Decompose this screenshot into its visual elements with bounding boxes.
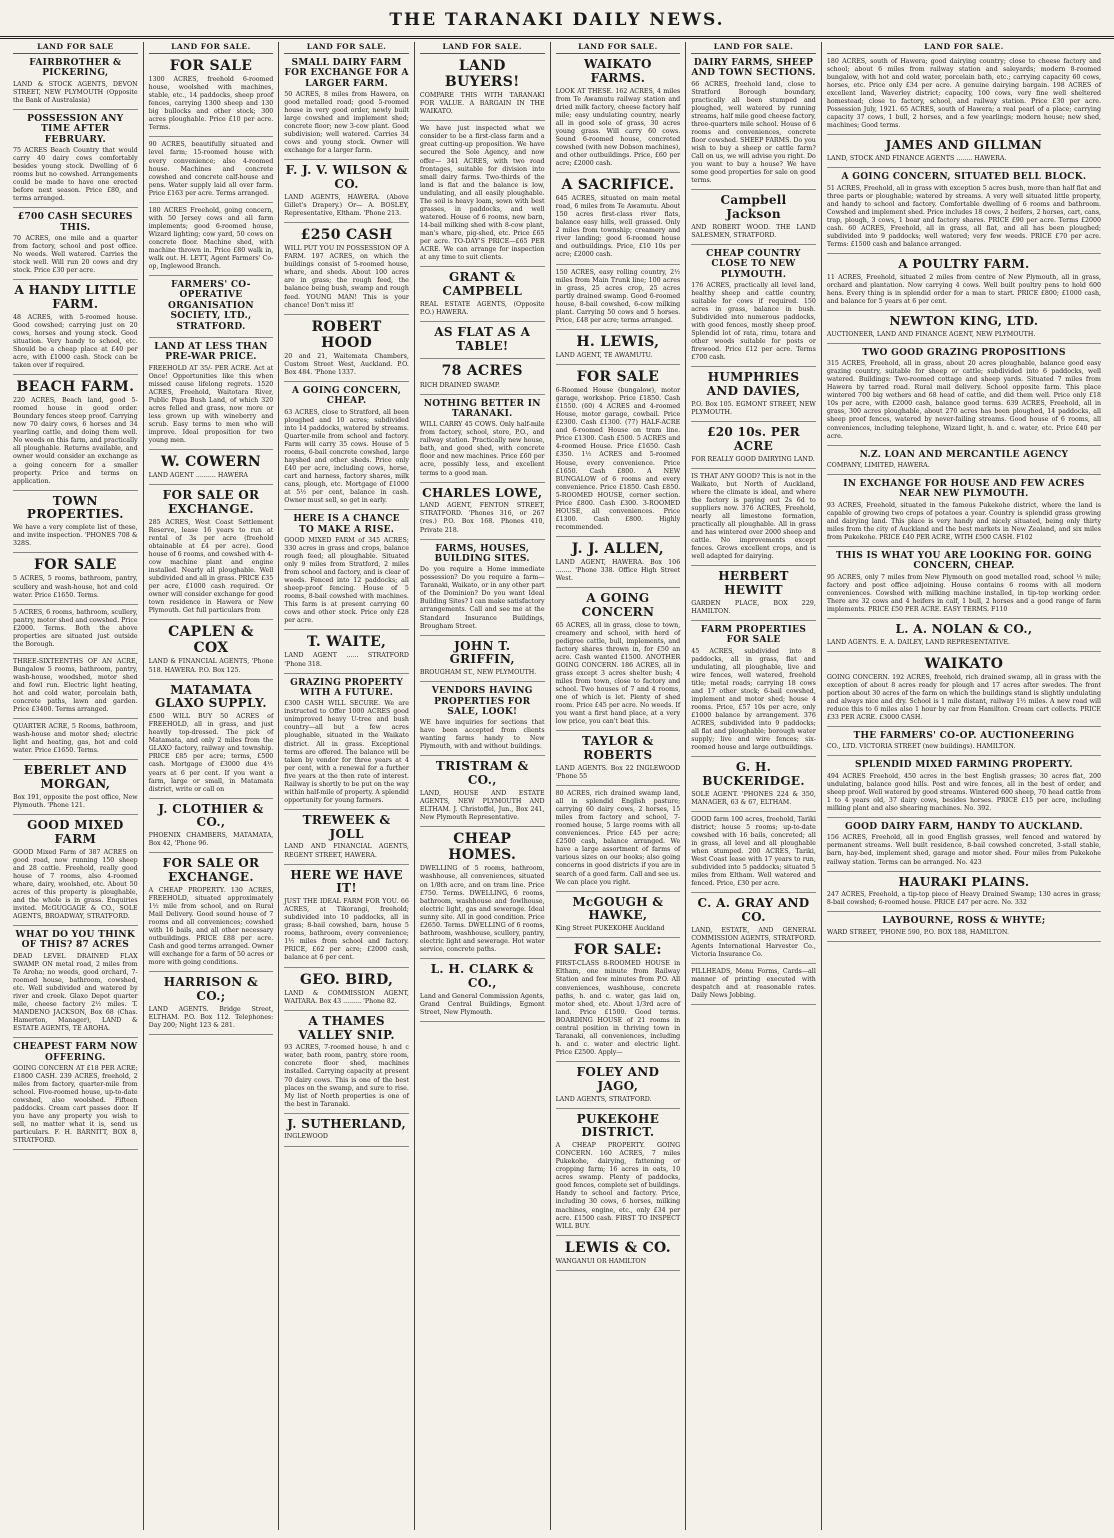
ad-heading: IN EXCHANGE FOR HOUSE AND FEW ACRES NEAR NEW PLYMOUTH. [843, 479, 1085, 500]
advertisement [284, 972, 409, 1011]
column-6 [686, 42, 822, 1530]
column-4 [415, 42, 551, 1530]
ad-heading: FAIRBROTHER & PICKERING, [29, 58, 122, 79]
advertisement [284, 678, 409, 810]
ad-heading: FARM PROPERTIES FOR SALE [700, 625, 807, 646]
advertisement [556, 369, 681, 537]
ad-body-text: LAND & STOCK AGENTS, DEVON STREET, NEW PLYMOUTH (Opposite the Bank of Australasia) [13, 80, 138, 104]
ad-body-text: We have just inspected what we consider to be a first-class farm and a great cutting-up proposition. We have secured the Sole Agency, and now offer— 341 ACRES, with two road frontages, suitable for division into small dairy farms. Two-thirds of the land is flat and the balance is low, undulating, and all easily ploughable. The soil is heavy loam, sown with best grasses, in paddocks, and well watered. House of 6 rooms, new barn, 14-bail milking shed with 8-cow plant, man's whare, pig-shed, etc. Price £65 per acre. TO-DAY'S PRICE—£65 PER ACRE. We can arrange for inspection at any time to suit clients. [419, 125, 545, 262]
ad-heading: FOR SALE [34, 557, 117, 574]
ad-body-text: Do you require a Home immediate possession? Do you require a farm—Taranaki, Waikato, or in any other part of the Dominion? Do you want Ideal Building Sites? I can make satisfactory arrangements. Call and see me at the Standard Insurance Buildings, Brougham Street. [419, 566, 545, 630]
ad-body-text: LAND, HOUSE AND ESTATE AGENTS, NEW PLYMOUTH AND ELTHAM. J. Christoffel, Jun., Box 241, New Plymouth Representative. [419, 790, 545, 822]
advertisement [13, 764, 138, 815]
ad-heading: HERE IS A CHANCE TO MAKE A RISE. [293, 514, 400, 535]
ad-body-text: WARD STREET, 'PHONE 590, P.O. BOX 188, HAMILTON. [826, 928, 1009, 936]
advertisement [149, 684, 274, 799]
advertisement [827, 315, 1101, 344]
ad-heading: LAYBOURNE, ROSS & WHYTE; [882, 916, 1046, 927]
advertisement [284, 634, 409, 673]
advertisement [420, 326, 545, 360]
ad-body-text: LAND & FINANCIAL AGENTS, 'Phone 518. HAWERA. P.O. Box 125. [148, 658, 274, 674]
advertisement [420, 399, 545, 483]
ad-body-text: WILL CARRY 45 COWS. Only half-mile from factory, school, store, P.O., and railway station. Practically new house, bath, and good shed, with concrete floor and new machines. Price £60 per acre, possibly less, and excellent terms to a good man. [419, 421, 545, 477]
advertisement [827, 760, 1101, 818]
advertisement [827, 551, 1101, 619]
advertisement [691, 371, 816, 422]
advertisement [556, 735, 681, 786]
advertisement [556, 334, 681, 365]
ad-body-text: 70 ACRES, one mile and a quarter from factory, school and post office. No weeds. Well watered. Carries the stock well. Will run 20 cows and dry stock. Price £30 per acre. [13, 234, 138, 275]
ad-body-text: COMPARE THIS WITH TARANAKI FOR VALUE. A BARGAIN IN THE WAIKATO. [419, 92, 545, 116]
ad-body-text: LAND, STOCK AND FINANCE AGENTS ........ HAWERA. [826, 155, 1007, 163]
advertisement [827, 348, 1101, 446]
ad-body-text: A CHEAP PROPERTY. GOING CONCERN. 160 ACRES, 7 miles Pukekohe, dairying, fattening or cropping farm; 16 acres in oats, 10 acres swamp. Plenty of paddocks, good fences, complete set of buildings. Handy to school and factory. Price, including 30 cows, 6 horses, milking machines, engine, etc., only £34 per acre. £1500 cash. FIRST TO INSPECT WILL BUY. [555, 1142, 681, 1230]
ad-heading: HAURAKI PLAINS. [898, 874, 1030, 889]
ad-heading: FOLEY AND JAGO, [576, 1064, 660, 1093]
ad-heading: LAND AT LESS THAN PRE-WAR PRICE. [154, 341, 268, 363]
advertisement [284, 814, 409, 865]
ad-heading: HERBERT HEWITT [718, 569, 789, 598]
masthead [0, 10, 1114, 39]
advertisement [420, 58, 545, 121]
advertisement [556, 896, 681, 939]
advertisement [13, 557, 138, 604]
ad-body-text: 315 ACRES, Freehold, all in grass, about 20 acres ploughable, balance good easy grazing country, suitable for sheep or cattle; subdivided into 6 paddocks, well watered. Buildings: Two-roomed cottage and sheep yards. Situated 7 miles from Hawera by tarred road. Rural mail delivery. School opposite farm. This place wintered 700 big wethers and 68 head of cattle, and did them well. Price only £18 10s per acre, with £2000 cash, balance good terms. 639 ACRES, Freehold, all in grass, 300 acres ploughable, about 270 acres has been ploughed, 14 paddocks, all sheep proof fences, watered by never-failing streams. Good house of 6 rooms, all conveniences, including telephone, Wizard light, h. and c. water, etc. Price £40 per acre. [826, 360, 1102, 440]
advertisement [691, 625, 816, 757]
ad-body-text: 180 ACRES, south of Hawera; good dairying country; close to cheese factory and school; about 6 miles from railway station and saleyards; modern 8-roomed bungalow, with hot and cold water, porcelain bath, etc.; carrying capacity 60 cows, horses, etc. Price only £34 per acre. A genuine dairying bargain. 198 ACRES of excellent land, Waverley district; capacity, 100 cows, very fine well sheltered homestead; close to factory, school, and railway station. Price £30 per acre. Possession July, 1921. 65 ACRES, south of Hawera; a real pearl of a place; carrying capacity 37 cows, 1 bull, 2 horses, and a few yearlings; modern house; new shed, machines; Good terms. [826, 58, 1102, 130]
ad-body-text: 180 ACRES Freehold, going concern, with 50 Jersey cows and all farm implements; good 6-roomed house, Wizard lighting; cow yard, 50 cows on concrete floor. Machine shed, with machine thrown in. Price £80 walk in, walk out. H. LETT, Agent Farmers' Co-op, Inglewood Branch. [148, 206, 274, 271]
ad-body-text: LAND AGENTS, HAWERA. (Above Gillet's Drapery.) Or— A. BOSLEY, Representative, Eltham. 'Phone 213. [284, 194, 409, 218]
ad-heading: 78 ACRES [441, 363, 523, 380]
ad-heading: CHEAP COUNTRY CLOSE TO NEW PLYMOUTH. [706, 248, 801, 280]
advertisement [420, 640, 545, 683]
advertisement [691, 761, 816, 812]
ad-heading: HERE WE HAVE IT! [290, 867, 403, 896]
ad-heading: A GOING CONCERN [581, 591, 655, 619]
ad-heading: £20 10s. PER ACRE [707, 425, 800, 453]
ad-heading: N.Z. LOAN AND MERCANTILE AGENCY [859, 449, 1069, 460]
advertisement [284, 1118, 409, 1147]
ad-heading: LAND BUYERS! [444, 58, 520, 91]
advertisement [556, 269, 681, 330]
ad-body-text: QUARTER ACRE, 5 Rooms, bathroom, wash-house and motor shed; electric light and heating, gas, hot and cold water. Price £1650. Terms. [13, 723, 138, 755]
advertisement [691, 194, 816, 245]
advertisement [149, 280, 274, 338]
ad-body-text: A CHEAP PROPERTY. 130 ACRES, FREEHOLD, situated approximately 1½ mile from school, and on Rural Mail Delivery. Good sound house of 7 rooms and all conveniences; cowshed with 16 bails, and all other necessary outbuildings. PRICE £88 per acre. Cash and good terms arranged. Owner will exchange for a farm of 50 acres or more with going conditions. [148, 886, 274, 967]
advertisement [149, 976, 274, 1035]
advertisement [284, 1015, 409, 1114]
ad-heading: T. WAITE, [306, 634, 387, 651]
ad-body-text: 6-Roomed House (bungalow), motor garage, workshop. Price £1850. Cash £1550. (60) 4 ACRES and 4-roomed House, motor garage, cowbail. Price £2300. Cash £1300. (77) HALF-ACRE and 6-roomed House on tram line. Price £1300. Cash £500. 5 ACRES and 4-roomed House. Price £1650. Cash £350. 1½ ACRES and 5-roomed House, every convenience. Price £1650. Cash £800. A NEW BUNGALOW of 6 rooms and every convenience. Price £1850. Cash £850. 5-ROOMED HOUSE, corner section. Price £800. Cash £300. 3-ROOMED HOUSE, all conveniences. Price £1300. Cash £800. Highly recommended. [555, 387, 681, 531]
ad-heading: NOTHING BETTER IN TARANAKI. [423, 398, 541, 419]
advertisement [284, 869, 409, 968]
advertisement [420, 686, 545, 756]
ad-body-text: 156 ACRES, Freehold, all in good English grasses, well fenced and watered by permanent streams. Well built residence, 8-bail cowshed concreted, 3-stall stable, barn, hay-bed, implement shed, garage and motor shed. Four miles from Pukekohe railway station. Terms can be arranged. No. 423 [826, 834, 1102, 866]
ad-body-text: LOOK AT THESE. 162 ACRES, 4 miles from Te Awamutu railway station and dried milk factory, cheese factory half mile; easy undulating country, nearly all in good sole of grass, 30 acres young grass. Will carry 60 cows. Sound 6-roomed house, concreted cowshed (with new Dobson machines), and other outbuildings. Price, £60 per acre; £2000 cash. [555, 87, 681, 168]
ad-body-text: DWELLING of 5 rooms, bathroom, washhouse, all conveniences, situated on 1/8th acre, and on tram line. Price £750. Terms. DWELLING, 6 rooms, bathroom, washhouse and fowlhouse, electric light, gas and sewerage. Ideal sunny site. All in good condition. Price £2650. Terms. DWELLING of 6 rooms, bathroom, washhouse, scullery, pantry, electric light and sewerage. Hot water service, concrete paths. [419, 865, 545, 953]
ad-heading: NEWTON KING, LTD. [889, 313, 1039, 328]
ad-body-text: P.O. Box 105. EGMONT STREET, NEW PLYMOUTH. [691, 401, 816, 417]
advertisement [827, 172, 1101, 254]
ad-body-text: SOLE AGENT. 'PHONES 224 & 350, MANAGER, 63 & 67, ELTHAM. [691, 790, 816, 806]
advertisement [13, 379, 138, 491]
advertisement [556, 1066, 681, 1109]
advertisement [691, 570, 816, 621]
ad-heading: L. H. CLARK & CO., [430, 961, 534, 990]
advertisement [13, 930, 138, 1038]
column-3 [279, 42, 415, 1530]
ad-body-text: 220 ACRES, Beach land, good 5-roomed house in good order. Boundary fences steep proof. Carrying now 70 dairy cows, 6 horses and 34 yearling cattle, and doing them well. No weeds on this farm, and practically all ploughable. Returns available, and owner would consider an exchange as a going concern for a smaller property. Price and terms on application. [13, 397, 138, 485]
ad-heading: VENDORS HAVING PROPERTIES FOR SALE, LOOK! [431, 686, 533, 717]
ad-heading: TWO GOOD GRAZING PROPOSITIONS [862, 347, 1066, 358]
advertisement [420, 963, 545, 1022]
advertisement [827, 822, 1101, 872]
ad-body-text: LAND AGENT .......... HAWERA [148, 472, 248, 480]
ad-heading: LEWIS & CO. [564, 1239, 671, 1256]
advertisement [13, 658, 138, 719]
ad-body-text: 1300 ACRES, freehold 6-roomed house, woolshed with machines, stable, etc., 14 paddocks, sheep proof fences, carrying 1300 sheep and 130 big bullocks and other stock; 300 acres ploughable. Price £10 per acre. Terms. [148, 76, 274, 132]
ad-body-text: LAND AGENT, FENTON STREET, STRATFORD. 'Phones 316, or 267 (res.) P.O. Box 168. Phones 410, Private 218. [419, 502, 545, 534]
ad-heading: F. J. V. WILSON & CO. [285, 163, 408, 192]
advertisement [420, 363, 545, 394]
ad-body-text: GOING CONCERN. 192 ACRES, freehold, rich drained swamp, all in grass with the exception of about 8 acres ready for plough and 17 acres after swedes. The front portion about 30 acres of the farm on which the buildings stand is slightly undulating and always nice and dry. School is 1 mile distant, railway 1½ miles. A new road will reduce this to 6 miles also 1 hour by car from Hamilton. Cream cart collects. PRICE £33 PER ACRE. £3000 CASH. [826, 673, 1102, 722]
ad-heading: MATAMATA GLAXO SUPPLY. [155, 682, 267, 711]
advertisement [556, 58, 681, 173]
ad-heading: A THAMES VALLEY SNIP. [298, 1013, 395, 1042]
advertisement [556, 177, 681, 264]
ad-heading: FARMERS' CO-OPERATIVE ORGANISATION SOCIETY, LTD., STRATFORD. [167, 280, 254, 332]
ad-heading: THIS IS WHAT YOU ARE LOOKING FOR. GOING CONCERN, CHEAP. [835, 550, 1092, 572]
ad-heading: JOHN T. GRIFFIN, [449, 638, 515, 667]
ad-heading: J. SUTHERLAND, [287, 1116, 406, 1131]
advertisement [691, 473, 816, 567]
ad-body-text: 63 ACRES, close to Stratford, all been ploughed and 10 acres; subdivided into 14 paddocks, watered by streams. Quarter-mile from school and factory. Farm will carry 35 cows. House of 5 rooms, 6-bail concrete cowshed, large hayshed and other sheds. Price only £40 per acre, including cows, horse, cart and harness, factory shares, milk cans, plough, etc. Mortgage of £1000 at 5½ per cent, balance in cash. Owner must sell, so get in early. [284, 408, 409, 505]
advertisement [13, 114, 138, 208]
ad-body-text: King Street PUKEKOHE Auckland [555, 925, 665, 933]
ad-heading: WAIKATO FARMS. [584, 57, 652, 85]
advertisement [13, 723, 138, 760]
ad-heading: A SACRIFICE. [561, 177, 675, 194]
advertisement [149, 207, 274, 276]
ad-heading: L. A. NOLAN & CO., [895, 621, 1033, 636]
advertisement [149, 857, 274, 972]
ad-body-text: Box 191, opposite the post office, New Plymouth. 'Phone 121. [13, 793, 138, 809]
ad-body-text: 5 ACRES, 6 rooms, bathroom, scullery, pantry, motor shed and cowshed. Price £2000. Terms. Both the above properties are situated just outside the Borough. [13, 608, 138, 648]
ad-heading: EBERLET AND MORGAN, [23, 763, 127, 792]
ad-heading: £250 CASH [300, 227, 393, 244]
ad-body-text: GARDEN PLACE, BOX 229, HAMILTON. [691, 599, 816, 615]
ad-body-text: DEAD LEVEL DRAINED FLAX SWAMP. ON metal road, 2 miles from Te Aroha; no weeds, good orchard, 7-roomed house, bathroom, cowshed, etc. Well subdivided and watered by river and creek. Glaxo Depot quarter mile, cheese factory 2½ miles. T. MANDENO JACKSON, Box 68 (Chas. Hamerton, Manager), LAND & ESTATE AGENTS, TE AROHA. [13, 952, 138, 1033]
column-7 [822, 42, 1106, 1530]
ad-heading: FOR SALE: [573, 942, 662, 959]
ad-heading: ROBERT HOOD [311, 318, 382, 351]
ad-heading: SPLENDID MIXED FARMING PROPERTY. [855, 760, 1073, 771]
ad-body-text: INGLEWOOD [284, 1133, 328, 1141]
ad-heading: G. H. BUCKERIDGE. [702, 760, 805, 789]
ad-heading: C. A. GRAY AND CO. [697, 896, 810, 925]
ad-body-text: GOOD Mixed Farm of 387 ACRES on good road, now running 150 sheep and 28 cattle. Freehold, really good house of 7 rooms, also 4-roomed whare, dairy, woolshed, etc. About 50 acres of this property is ploughable, and the whole is in grass. Enquiries invited. McGUGGAGE & CO., SOLE AGENTS, BROADWAY, STRATFORD. [13, 848, 138, 921]
advertisement [827, 58, 1101, 135]
advertisement [827, 623, 1101, 652]
advertisement [284, 319, 409, 382]
ad-body-text: 285 ACRES, West Coast Settlement Reserve, lease 16 years to run at rental of 3s per acre (freehold obtainable at £4 per acre). Good house of 6 rooms, and cowshed with 4-cow machine plant and engine installed. Nearly all ploughable. Well subdivided and all in grass. PRICE £35 per acre, £1000 cash required. Or owner will consider exchange for good town residence in Hawera or New Plymouth. Get full particulars from [148, 518, 274, 615]
column-header: LAND FOR SALE. [556, 42, 681, 54]
ad-body-text: 80 ACRES, rich drained swamp land, all in splendid English pasture; carrying 60 dairy cows, 2 horses, 15 miles from factory and school, 7-roomed house, 5 large rooms with all conveniences. Price £45 per acre; £2500 cash, balance arranged. We have a large assortment of farms of various sizes on our books; also going concerns in good districts if you are in search of a good farm. Call and see us. We can place you right. [555, 790, 681, 886]
ad-body-text: 93 ACRES, Freehold, situated in the famous Pukekohe district, where the land is capable of growing two crops of potatoes a year. Country is splendid grass growing and dairying land. This place is very handy and nicely situated, being only thirty miles from the city of Auckland and the best markets in New Zealand, and six miles from Pukekohe. PRICE £40 PER ACRE, WITH £500 CASH. F102 [826, 501, 1102, 541]
ad-heading: TRISTRAM & CO., [435, 759, 529, 788]
ad-heading: FOR SALE [576, 369, 660, 385]
ad-heading: GEO. BIRD, [299, 971, 394, 988]
ad-body-text: LAND AGENTS. E. A. DAILEY, LAND REPRESENTATIVE. [826, 638, 1010, 646]
ad-body-text: WANGANUI OR HAMILTON [555, 1257, 647, 1265]
advertisement [420, 487, 545, 540]
ad-heading: PUKEKOHE DISTRICT. [576, 1111, 660, 1140]
advertisement [149, 489, 274, 620]
advertisement [149, 342, 274, 450]
ad-body-text: 5 ACRES, 5 rooms, bathroom, pantry, scullery and wash-house, hot and cold water. Price £1650. Terms. [13, 575, 138, 599]
ad-body-text: RICH DRAINED SWAMP. [419, 381, 500, 389]
ad-heading: H. LEWIS, [576, 333, 660, 350]
advertisement [556, 790, 681, 892]
ad-body-text: GOOD farm 100 acres, freehold, Tariki district; house 5 rooms; up-to-date cowshed with 16 bails, concreted; all in grass, all level and all ploughable when stumped. 200 ACRES, Tariki, West Coast lease with 17 years to run, subdivided into 5 paddocks; situated 5 miles from Eltham. Well watered and fenced. Price, £30 per acre. [691, 816, 816, 888]
page-columns [8, 42, 1106, 1530]
ad-heading: AS FLAT AS A TABLE! [434, 324, 531, 353]
ad-heading: WAIKATO [924, 655, 1004, 672]
ad-body-text: 494 ACRES Freehold, 450 acres in the best English grasses; 30 acres flat, 200 undulating, balance good hills. Post and wire fences, all in the best of order, and sheep proof. Well watered by good streams. Wintered 600 sheep, 70 head cattle from 1 to 4 years old, 37 dairy cows, besides horses. PRICE £15 per acre, including milking plant and also shearing machines. No. 392. [826, 772, 1102, 812]
ad-body-text: THREE-SIXTEENTHS OF AN ACRE, Bungalow 5 rooms, bathroom, pantry, wash-house, woodshed, motor shed and fowl run. Electric light heating, hot and cold water, porcelain bath, concrete paths, lawn and garden. Price £3400. Terms arranged. [13, 657, 138, 714]
ad-heading: GRAZING PROPERTY WITH A FUTURE. [290, 677, 404, 698]
advertisement [827, 450, 1101, 475]
ad-heading: A HANDY LITTLE FARM. [14, 283, 137, 311]
advertisement [556, 1113, 681, 1236]
advertisement [149, 803, 274, 854]
ad-heading: TREWEEK & JOLL [302, 812, 391, 841]
ad-body-text: JUST THE IDEAL FARM FOR YOU. 66 ACRES, at Tikorangi, freehold; subdivided into 10 paddocks, all in grass; 8-bail cowshed, barn, house 5 rooms, bathroom, every convenience; 1½ miles from school and factory. PRICE, £62 per acre; £2000 cash, balance at 6 per cent. [284, 898, 409, 962]
ad-body-text: FREEHOLD AT 35/- PER ACRE. Act at Once! Opportunities like this when missed cause lifelong regrets. 1520 ACRES, Freehold, Waitotara River, Public Papa Bush Land, of which 320 acres felled and grass, now more or less grown up with wineberry and scrub. Easy terms to men who will improve. Ideal proposition for two young men. [148, 364, 274, 444]
ad-heading: GRANT & CAMPBELL [442, 270, 523, 298]
ad-heading: FOR SALE OR EXCHANGE. [162, 856, 260, 885]
advertisement [827, 479, 1101, 547]
ad-body-text: LAND AND FINANCIAL AGENTS, REGENT STREET, HAWERA. [284, 843, 409, 859]
ad-body-text: 20 and 21, Waitemata Chambers, Custom Street West, Auckland. P.O. Box 484. 'Phone 1337. [284, 352, 409, 376]
column-header: LAND FOR SALE. [691, 42, 816, 54]
ad-body-text: 93 ACRES, 7-roomed house, h and c water, bath room, pantry, store room, concrete floor shed, machines installed. Carrying capacity at present 70 dairy cows. This is one of the best places on the swamp, and sure to rise. My list of North properties is one of the best in Taranaki. [284, 1044, 409, 1108]
advertisement [691, 249, 816, 368]
ad-heading: HARRISON & CO.; [163, 975, 259, 1004]
advertisement [420, 831, 545, 959]
ad-body-text: 66 ACRES, freehold land, close to Stratford Borough boundary, practically all been stumped and ploughed, well watered by running streams, half mile good cheese factory, three-quarters mile school. House of 6 rooms and conveniences, concrete floor cowshed. SHEEP FARMS. Do you wish to buy a sheep or cattle farm? Call on us, we will advise you right. Do you want to buy a house? We have some good properties for sale on good terms. [691, 80, 816, 185]
ad-body-text: 75 ACRES Beach Country that would carry 40 dairy cows comfortably besides young stock. Dwelling of 6 rooms but no cowshed. Arrangements could be made to have one erected before next season. Price £80, and terms arranged. [13, 146, 138, 203]
ad-body-text: COMPANY, LIMITED, HAWERA. [826, 461, 930, 469]
column-2 [144, 42, 280, 1530]
advertisement [284, 386, 409, 510]
ad-body-text: GOING CONCERN AT £18 PER ACRE; £1800 CASH. 239 ACRES, freehold, 2 miles from factory, quarter-mile from school. Five-roomed house, up-to-date cowshed, also woolshed. Fifteen paddocks. Cream cart passes door. If you have any property you wish to sell, no matter what it is, send us particulars. F. H. BARNITT, BOX 8, STRATFORD. [13, 1064, 138, 1145]
ad-body-text: FIRST-CLASS 8-ROOMED HOUSE in Eltham, one minute from Railway Station and few minutes from P.O. All conveniences, washhouse, concrete paths, h. and c. water, gas laid on, motor shed, etc. About 1/3rd acre of land. Price £1500. Good terms. BOARDING HOUSE of 21 rooms in central position in thriving town in Taranaki, all conveniences, including h. and c. water and electric light. Price £2500. Apply— [555, 960, 681, 1056]
ad-heading: McGOUGH & HAWKE, [572, 894, 664, 923]
ad-body-text: We have a very complete list of these, and invite inspection. 'PHONES 708 & 328S. [13, 524, 138, 548]
ad-body-text: LAND AGENTS, STRATFORD. [555, 1095, 652, 1103]
advertisement [827, 876, 1101, 913]
ad-heading: FOR SALE [169, 58, 253, 74]
ad-heading: CHEAPEST FARM NOW OFFERING. [13, 1042, 138, 1063]
column-header: LAND FOR SALE. [420, 42, 545, 54]
ad-body-text: Land and General Commission Agents, Grand Central Buildings, Egmont Street, New Plymouth. [419, 992, 545, 1016]
advertisement [13, 819, 138, 926]
ad-heading: JAMES AND GILLMAN [885, 138, 1043, 153]
ad-body-text: BROUGHAM ST., NEW PLYMOUTH. [419, 669, 537, 677]
ad-heading: TAYLOR & ROBERTS [581, 734, 654, 763]
ad-heading: FOR SALE OR EXCHANGE. [162, 488, 260, 516]
ad-heading: A POULTRY FARM. [898, 256, 1030, 271]
column-header: LAND FOR SALE. [284, 42, 409, 54]
column-header: LAND FOR SALE. [827, 42, 1101, 54]
ad-body-text: 45 ACRES, subdivided into 8 paddocks, all in grass, flat and undulating, all ploughable, live and wire fences, well watered, freehold title; metal roads; carrying 18 cows and 17 other stock; 6-bail cowshed, implement and motor shed; house 4 rooms. Price, £57 10s per acre, only £1000 balance by arrangement. 376 ACRES, subdivided into 9 paddocks; all flat and ploughable; borough water supply; live and wire fences; six-roomed house and large outbuildings. [691, 647, 816, 752]
advertisement [149, 624, 274, 679]
advertisement [556, 1240, 681, 1271]
column-header: LAND FOR SALE [13, 42, 138, 54]
ad-body-text: PHOENIX CHAMBERS, MATAMATA, Box 42, 'Phone 96. [148, 832, 274, 848]
ad-body-text: PILLHEADS, Menu Forms, Cards—all manner of printing executed with despatch and at reasonable rates. Daily News Jobbing. [691, 968, 816, 1000]
ad-heading: SMALL DAIRY FARM FOR EXCHANGE FOR A LARGER FARM. [284, 58, 409, 89]
ad-heading: BEACH FARM. [16, 379, 135, 396]
advertisement [827, 258, 1101, 311]
advertisement [827, 139, 1101, 168]
advertisement [284, 514, 409, 630]
ad-body-text: 90 ACRES, beautifully situated and level farm; 15-roomed house with every convenience; also 4-roomed house. Machines and concrete cowshed and concrete calf-house and pens. Water supply laid all over farm. Price £163 per acre. Terms arranged. [148, 141, 274, 197]
advertisement [827, 916, 1101, 941]
ad-heading: DAIRY FARMS, SHEEP AND TOWN SECTIONS. [691, 58, 816, 79]
ad-body-text: WILL PUT YOU IN POSSESSION OF A FARM. 197 ACRES, on which the buildings consist of 5-roomed house, whare, and sheds. About 100 acres are in grass; the rough feed, the balance being bush, swamp and rough feed. YOUNG MAN! This is your chance! Don't miss it! [284, 245, 409, 309]
ad-heading: £700 CASH SECURES THIS. [17, 212, 133, 233]
ad-body-text: AND ROBERT WOOD. THE LAND SALESMEN, STRATFORD. [691, 223, 816, 239]
ad-body-text: REAL ESTATE AGENTS, (Opposite P.O.) HAWERA. [419, 300, 545, 316]
ad-body-text: 48 ACRES, with 5-roomed house. Good cowshed; carrying just on 20 cows, horses and young stock. Good situation. Very handy to school, etc. Should be a cheap place at £40 per acre, with £1000 cash. Stock can be taken over if required. [13, 313, 138, 369]
ad-heading: HUMPHRIES AND DAVIES, [706, 370, 801, 399]
ad-body-text: £500 WILL BUY 50 ACRES of FREEHOLD, all in grass, and just heavily top-dressed. The pick of Matamata, and only 2 miles from the GLAXO factory, railway and township. PRICE £85 per acre; terms, £500 cash. Mortgage of £3000 due 4½ years at 6 per cent. If you want a farm, large or small, in Matamata district, write or call on [148, 713, 274, 793]
advertisement [420, 544, 545, 636]
ad-heading: POSSESSION ANY TIME AFTER FEBRUARY. [27, 113, 124, 145]
advertisement [556, 942, 681, 1062]
ad-body-text: LAND AGENT, TE AWAMUTU. [555, 351, 653, 359]
ad-heading: W. COWERN [160, 454, 262, 470]
ad-body-text: 50 ACRES, 8 miles from Hawera, on good metalled road; good 5-roomed house in very good order, newly built large cowshed and implement shed; concrete floor; new 3-cow plant. Good subdivision; well watered. Carries 34 cows and young stock. Owner will exchange for a larger farm. [284, 91, 409, 155]
ad-body-text: LAND, ESTATE, AND GENERAL COMMISSION AGENTS, STRATFORD. Agents International Harvester Co., Victoria Insurance Co. [691, 927, 816, 959]
column-1 [8, 42, 144, 1530]
column-5 [551, 42, 687, 1530]
ad-heading: THE FARMERS' CO-OP. AUCTIONEERING [853, 731, 1075, 742]
ad-body-text: 51 ACRES, Freehold, all in grass with exception 5 acres bush, more than half flat and three parts or ploughable; watered by streams. A very well situated little property, and handy to school and factory. Comfortable dwelling of 6 rooms and bathroom. Cowshed and implement shed. Price includes 18 cows, 2 heifers, 2 horses, cart, cans, trap, plough, 3 cows, 1 boar and factory shares. PRICE £90 per acre. Terms £2000 cash. 60 ACRES, Freehold, all in grass, all flat, and all has been ploughed; subdivided into 9 paddocks; well watered; very few weeds. PRICE £70 per acre. Terms: £1500 cash and balance arranged. [826, 184, 1102, 248]
ad-heading: TOWN PROPERTIES. [26, 493, 124, 522]
advertisement [13, 609, 138, 654]
advertisement [13, 212, 138, 280]
ad-body-text: 65 ACRES, all in grass, close to town, creamery and school, with herd of pedigree cattle, bull, implements, and factory shares thrown in, for £50 an acre. Cash wanted £1500. ANOTHER GOING CONCERN. 186 ACRES, all in grass except 3 acres shelter bush; 4 miles from town, close to factory and school. Two houses of 7 and 4 rooms, one of which is let. Plenty of shed room. Price £45 per acre. No weeds. If you want a first hand place, at a very low price, you can't beat this. [555, 621, 681, 726]
advertisement [284, 164, 409, 223]
ad-body-text: 11 ACRES, Freehold, situated 2 miles from centre of New Plymouth, all in grass, orchard and plantation. Now carrying 4 cows. Well built poultry pens to hold 600 hens. Every thing is in splendid order for a man to start. PRICE £800; £1000 cash, and balance for 5 years at 6 per cent. [826, 273, 1102, 305]
advertisement [13, 284, 138, 375]
advertisement [556, 541, 681, 588]
advertisement [827, 656, 1101, 727]
ad-heading: CHEAP HOMES. [448, 831, 517, 864]
ad-body-text: £300 CASH WILL SECURE. We are instructed to Offer 1000 ACRES good unimproved heavy U-tree and bush country—all but a few acres ploughable, situated in the Waikato district. All in grass. Exceptional terms are offered. The balance will be taken by vendor for three years at 4 per cent, with a renewal for a further five years at the then rate of interest. Railway is shortly to be put on the way within half-mile of property. A splendid opportunity for young farmers. [284, 700, 409, 804]
ad-heading: A GOING CONCERN, CHEAP. [291, 385, 402, 407]
ad-body-text: LAND AGENTS. Bridge Street, ELTHAM. P.O. Box 112. Telephones: Day 200; Night 123 & 281. [148, 1005, 274, 1030]
advertisement [691, 968, 816, 1005]
ad-body-text: FOR REALLY GOOD DAIRYING LAND. [691, 455, 815, 463]
ad-body-text: IS THAT ANY GOOD? This is not in the Waikato, but North of Auckland, where the climate is ideal, and where the factory is paying out 2s 6d to suppliers now. 376 ACRES, Freehold, nearly all limestone formation, practically all ploughable. All in grass and has wintered over 2000 sheep and cattle. No improvements except fences. Grows excellent crops, and is well adapted for dairying. [691, 472, 816, 561]
ad-heading: FARMS, HOUSES, BUILDING SITES. [434, 543, 530, 564]
advertisement [13, 1042, 138, 1150]
ad-body-text: LAND AGENT, HAWERA. Box 106 ........ 'Phone 338. Office High Street West. [555, 559, 681, 583]
advertisement [691, 426, 816, 469]
ad-body-text: 176 ACRES, practically all level land, healthy sheep and cattle country, suitable for cows if required. 150 acres in grass, balance in bush. Subdivided into numerous paddocks, with good fences, mostly sheep proof. Splendid lot of rata, rimu, totara and other woods suitable for posts or firewood. Price £12 per acre. Terms £700 cash. [691, 282, 816, 362]
newspaper-title: THE TARANAKI DAILY NEWS. [389, 10, 725, 30]
advertisement [420, 760, 545, 827]
ad-heading: J. J. ALLEN, [571, 540, 664, 557]
advertisement [691, 58, 816, 190]
ad-body-text: 150 ACRES, easy rolling country, 2½ miles from Main Trunk line; 100 acres in grass, 25 acres crop, 25 acres partly drained swamp. Good 6-roomed house, 8-bail cowshed, 6-cow milking plant. Carrying 50 cows and 5 horses. Price, £48 per acre; terms arranged. [555, 268, 681, 324]
ad-heading: CAPLEN & COX [168, 624, 254, 657]
advertisement [556, 592, 681, 731]
ad-body-text: LAND & COMMISSION AGENT, WAITARA. Box 43 ......... 'Phone 82. [284, 989, 409, 1005]
advertisement [149, 454, 274, 485]
advertisement [420, 271, 545, 322]
ad-body-text: LAND AGENTS. Box 22 INGLEWOOD 'Phone 55 [555, 764, 681, 781]
ad-heading: Campbell Jackson [720, 193, 787, 222]
advertisement [284, 58, 409, 160]
advertisement [13, 58, 138, 110]
ad-heading: WHAT DO YOU THINK OF THIS? 87 ACRES [15, 930, 136, 951]
advertisement [149, 141, 274, 202]
ad-body-text: CO., LTD. VICTORIA STREET (new buildings). HAMILTON. [826, 743, 1016, 751]
ad-body-text: 95 ACRES, only 7 miles from New Plymouth on good metalled road, school ½ mile; factory and post office adjoining. House contains 6 rooms with all modern conveniences. Cowshed with milking machine installed, in tip-top working order. There are 32 cows and 4 heifers in calf, 1 bull, 2 horses and a good range of farm implements. PRICE £50 PER ACRE. EASY TERMS. F110 [826, 573, 1102, 613]
ad-heading: CHARLES LOWE, [422, 485, 543, 500]
advertisement [149, 58, 274, 137]
ad-body-text: AUCTIONEER, LAND AND FINANCE AGENT, NEW PLYMOUTH. [826, 330, 1036, 338]
ad-body-text: WE have inquiries for sections that have been accepted from clients wanting farms handy to New Plymouth, with and without buildings. [419, 719, 545, 751]
advertisement [691, 897, 816, 964]
column-header: LAND FOR SALE. [149, 42, 274, 54]
ad-body-text: 247 ACRES, Freehold, a tip-top piece of Heavy Drained Swamp; 130 acres in grass; 8-bail cowshed; 6-roomed house. PRICE £47 per acre. No. 332 [826, 891, 1102, 907]
advertisement [691, 816, 816, 893]
ad-body-text: LAND AGENT ...... STRATFORD 'Phone 318. [284, 652, 409, 668]
advertisement [420, 125, 545, 267]
ad-heading: GOOD DAIRY FARM, HANDY TO AUCKLAND. [845, 822, 1083, 833]
advertisement [13, 495, 138, 554]
advertisement [827, 731, 1101, 756]
ad-heading: J. CLOTHIER & CO., [158, 801, 264, 830]
ad-heading: GOOD MIXED FARM [27, 818, 124, 846]
ad-body-text: 645 ACRES, situated on main metal road, 6 miles from Te Awamutu. About 150 acres first-class river flats, balance easy hills, well grassed. Only 2 miles from township; creamery and river landing; good 6-roomed house and outbuildings. Price, £10 10s per acre; £2000 cash. [555, 195, 681, 259]
ad-heading: A GOING CONCERN, SITUATED BELL BLOCK. [841, 172, 1087, 183]
advertisement [284, 227, 409, 314]
ad-body-text: GOOD MIXED FARM of 345 ACRES; 330 acres in grass and crops, balance rough feed; all ploughable. Situated only 9 miles from Stratford, 2 miles from school and factory, and is clear of weeds. Fenced into 12 paddocks; all sheep-proof fencing. House of 5 rooms, 8-bail cowshed with machines. This farm is at present carrying 60 cows and other stock. Price only £28 per acre. [284, 536, 409, 625]
